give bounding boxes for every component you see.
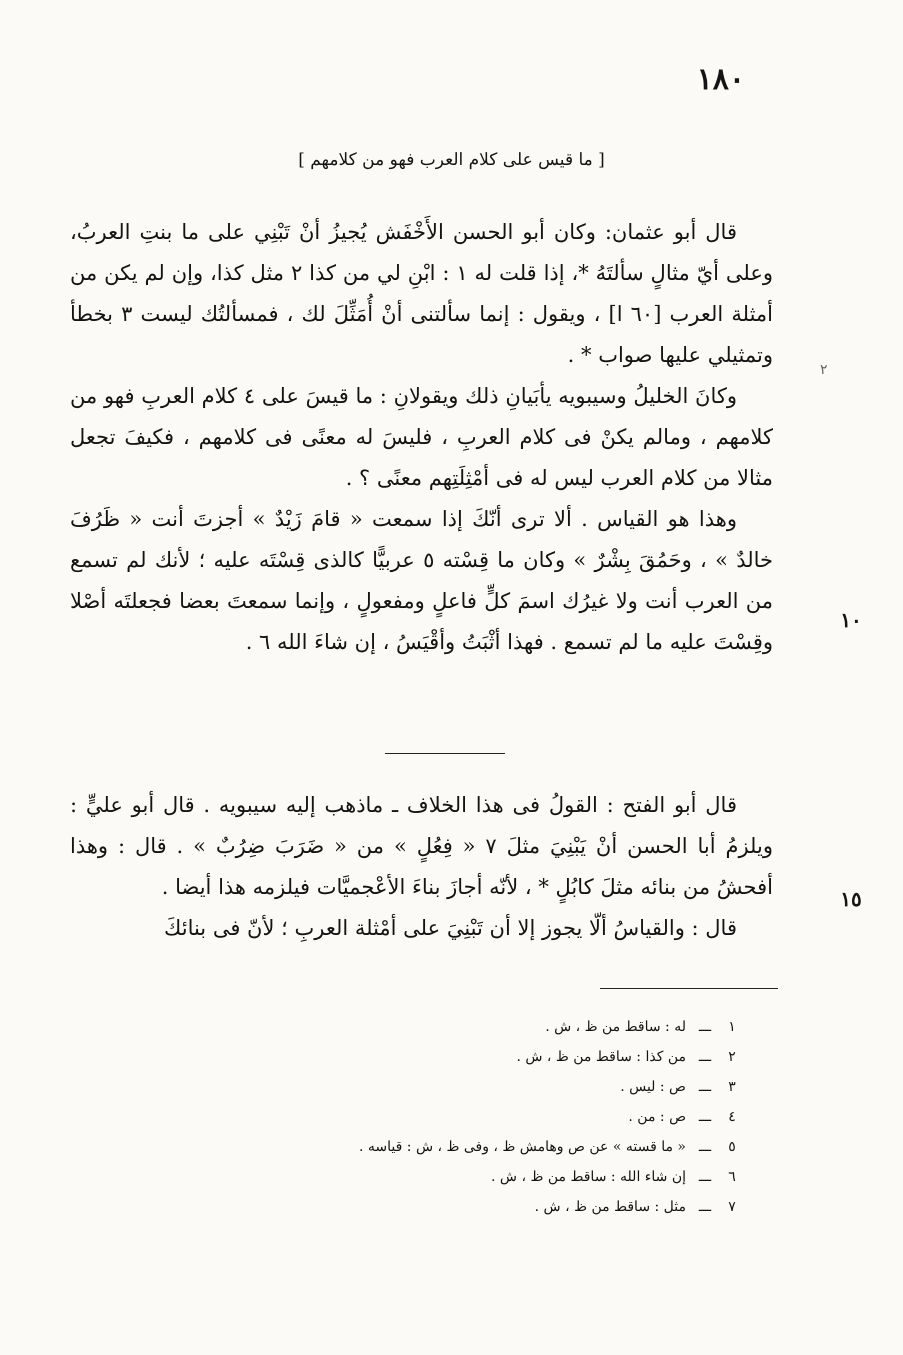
footnote-number: ٦ — [728, 1169, 736, 1185]
footnote-number: ٢ — [728, 1049, 736, 1065]
footnote-dash: ـــ — [698, 1199, 712, 1215]
paragraph: وكانَ الخليلُ وسيبويه يأبَيانِ ذلك ويقولانِ : ما قيسَ على ٤ كلام العربِ فهو من كلامهم ، ومالم يكنْ فى كلام العربِ ، فليسَ له معنًى فى كلامهم ، فكيفَ تجعل مثالا من كلام العرب ليس له فى أمْثِلَتِهم معنًى ؟ . — [70, 384, 773, 490]
footnote-text: له : ساقط من ظ ، ش . — [545, 1019, 686, 1035]
footnote-dash: ـــ — [698, 1049, 712, 1065]
margin-mark: ٢ — [820, 362, 828, 378]
paragraph: قال أبو عثمان: وكان أبو الحسن الأَخْفَش يُجيزُ أنْ تَبْنِي على ما بنتِ العربُ، وعلى أيّ مثالٍ سألتَهُ *، إذا قلت له ١ : ابْنِ لي من كذا ٢ مثل كذا، وإن لم يكن من أمثلة العرب [٦٠ ا] ، ويقول : إنما سألتنى أنْ أُمَثِّلَ لك ، فمسألتُك ليست ٣ بخطأ وتمثيلي عليها صواب * . — [70, 220, 773, 367]
footnote-text: من كذا : ساقط من ظ ، ش . — [516, 1049, 686, 1065]
paragraph: قال : والقياسُ ألّا يجوز إلا أن تَبْنِيَ على أمْثلة العربِ ؛ لأنّ فى بنائكَ — [164, 916, 737, 940]
footnotes-divider — [600, 988, 778, 989]
footnote-dash: ـــ — [698, 1139, 712, 1155]
main-text-block — [70, 212, 773, 663]
footnote-3 — [290, 1072, 740, 1102]
footnote-dash: ـــ — [698, 1109, 712, 1125]
section-heading: [ ما قيس على كلام العرب فهو من كلامهم ] — [298, 150, 605, 170]
footnotes — [290, 1012, 740, 1222]
commentary-text-block — [70, 785, 773, 949]
line-number-10: ١٠ — [840, 608, 862, 632]
footnote-number: ٧ — [728, 1199, 736, 1215]
footnote-text: « ما قسته » عن ص وهامش ظ ، وفى ظ ، ش : قياسه . — [359, 1139, 686, 1155]
footnote-1 — [290, 1012, 740, 1042]
footnote-text: ص : ليس . — [620, 1079, 686, 1095]
footnote-dash: ـــ — [698, 1079, 712, 1095]
footnote-dash: ـــ — [698, 1169, 712, 1185]
page-number: ١٨٠ — [696, 62, 745, 97]
footnote-number: ١ — [728, 1019, 736, 1035]
footnote-4 — [290, 1102, 740, 1132]
footnote-number: ٤ — [728, 1109, 736, 1125]
paragraph: قال أبو الفتح : القولُ فى هذا الخلاف ـ ماذهب إليه سيبويه . قال أبو عليٍّ : ويلزمُ أبا الحسن أنْ يَبْنِيَ مثلَ ٧ « فِعُلٍ » من « ضَرَبَ ضِرُبٌ » . قال : وهذا أفحشُ من بنائه مثلَ كابُلٍ * ، لأنّه أجازَ بناءَ الأعْجميَّات فيلزمه هذا أيضا . — [70, 793, 773, 899]
paragraph: وهذا هو القياس . ألا ترى أنّكَ إذا سمعت « قامَ زَيْدٌ » أجزتَ أنت « ظَرُفَ خالدٌ » ، وحَمُقَ بِشْرٌ » وكان ما قِسْته ٥ عربيًّا كالذى قِسْتَه عليه ؛ لأنك لم تسمع من العرب أنت ولا غيرُك اسمَ كلٍّ فاعلٍ ومفعولٍ ، وإنما سمعتَ بعضا فجعلتَه أصْلا وقِسْتَ عليه ما لم تسمع . فهذا أثْبَتُ وأقْيَسُ ، إن شاءَ الله ٦ . — [70, 507, 773, 654]
section-divider — [385, 753, 505, 754]
footnote-text: إن شاء الله : ساقط من ظ ، ش . — [491, 1169, 686, 1185]
footnote-6 — [290, 1162, 740, 1192]
footnote-number: ٥ — [728, 1139, 736, 1155]
footnote-5 — [290, 1132, 740, 1162]
footnote-2 — [290, 1042, 740, 1072]
footnote-7 — [290, 1192, 740, 1222]
footnote-text: مثل : ساقط من ظ ، ش . — [534, 1199, 686, 1215]
footnote-number: ٣ — [728, 1079, 736, 1095]
footnote-text: ص : من . — [628, 1109, 686, 1125]
footnote-dash: ـــ — [698, 1019, 712, 1035]
line-number-15: ١٥ — [840, 887, 862, 911]
